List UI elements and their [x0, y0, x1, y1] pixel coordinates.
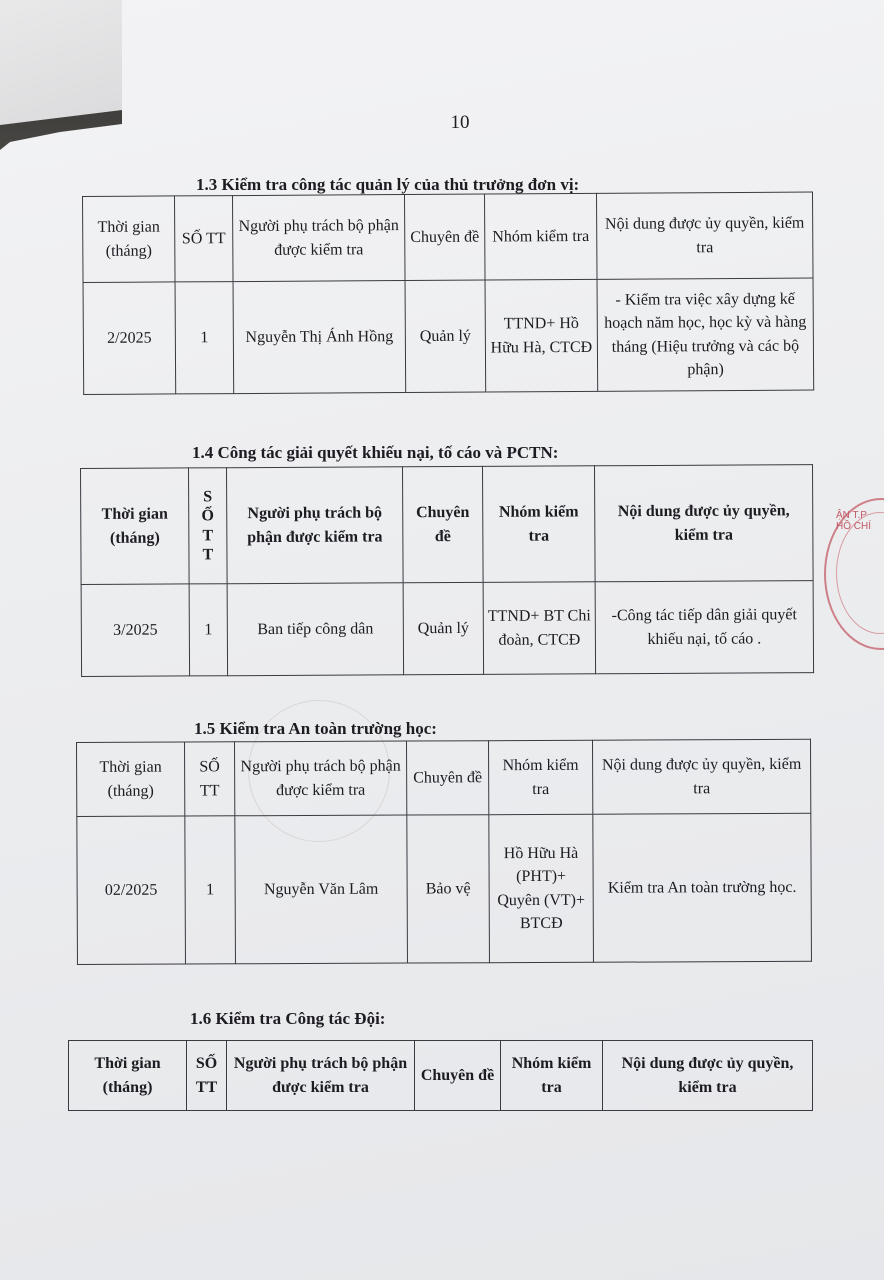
cell-person: Ban tiếp công dân: [227, 583, 403, 676]
header-time: Thời gian (tháng): [69, 1041, 187, 1111]
header-person: Người phụ trách bộ phận được kiểm tra: [227, 467, 404, 584]
section-title-1-3: 1.3 Kiểm tra công tác quản lý của thủ trưởng đơn vị:: [196, 175, 580, 194]
cell-time: 02/2025: [77, 816, 186, 964]
cell-time: 2/2025: [83, 282, 176, 395]
table-1-5: [76, 739, 812, 965]
cell-person: Nguyễn Văn Lâm: [235, 815, 408, 964]
cell-topic: Quản lý: [405, 280, 486, 392]
table-header-row: [83, 192, 814, 282]
header-topic: Chuyên đề: [415, 1041, 501, 1111]
page-number: 10: [450, 112, 470, 133]
cell-person: Nguyễn Thị Ánh Hồng: [233, 281, 406, 394]
header-number: [189, 468, 228, 584]
cell-number: 1: [189, 584, 227, 676]
cell-time: 3/2025: [81, 584, 189, 677]
cell-topic: Bảo vệ: [407, 815, 490, 963]
header-number: SỐ TT: [185, 742, 235, 816]
header-content: Nội dung được ủy quyền, kiểm tra: [596, 192, 813, 279]
cell-content: Kiểm tra An toàn trường học.: [593, 813, 812, 962]
table-1-6: [68, 1040, 813, 1111]
cell-content: - Kiểm tra việc xây dựng kế hoạch năm học, học kỳ và hàng tháng (Hiệu trưởng và các bộ phận): [597, 278, 814, 391]
cell-group: Hồ Hữu Hà (PHT)+ Quyên (VT)+ BTCĐ: [489, 814, 594, 962]
header-group: Nhóm kiểm tra: [501, 1041, 603, 1111]
header-letter: Ố: [201, 507, 215, 525]
header-time: Thời gian (tháng): [83, 196, 176, 283]
section-title-1-4: 1.4 Công tác giải quyết khiếu nại, tố cáo và PCTN:: [192, 443, 559, 462]
header-person: Người phụ trách bộ phận được kiểm tra: [233, 195, 406, 282]
table-row: [77, 813, 812, 964]
header-group: Nhóm kiểm tra: [482, 466, 595, 583]
header-number: SỐ TT: [187, 1041, 227, 1111]
header-topic: Chuyên đề: [404, 194, 485, 280]
table-row: [81, 581, 813, 677]
header-topic: Chuyên đề: [406, 741, 488, 815]
table-row: [83, 278, 814, 394]
header-letter: T: [202, 526, 214, 544]
header-person: Người phụ trách bộ phận được kiểm tra: [227, 1041, 415, 1111]
section-title-1-5: 1.5 Kiểm tra An toàn trường học:: [194, 719, 437, 738]
header-time: Thời gian (tháng): [81, 468, 190, 585]
cell-number: 1: [185, 816, 236, 964]
header-letter: S: [203, 488, 213, 506]
header-group: Nhóm kiểm tra: [488, 740, 592, 814]
header-time: Thời gian (tháng): [77, 742, 185, 816]
section-title-1-6: 1.6 Kiểm tra Công tác Đội:: [190, 1009, 386, 1028]
table-header-row: [69, 1041, 813, 1111]
cell-group: TTND+ Hồ Hữu Hà, CTCĐ: [485, 279, 598, 392]
header-topic: Chuyên đề: [402, 466, 483, 582]
cell-content: -Công tác tiếp dân giải quyết khiếu nại, tố cáo .: [595, 581, 813, 674]
cell-number: 1: [175, 282, 234, 394]
header-letter: T: [202, 545, 214, 564]
header-content: Nội dung được ủy quyền, kiểm tra: [603, 1041, 813, 1111]
header-person: Người phụ trách bộ phận được kiểm tra: [235, 741, 407, 816]
table-1-3: [82, 192, 814, 395]
red-seal-text: ẬN T.P HỒ CHÍ: [836, 510, 871, 532]
header-content: Nội dung được ủy quyền, kiểm tra: [592, 739, 810, 814]
table-1-4: [80, 464, 814, 677]
header-group: Nhóm kiểm tra: [484, 193, 597, 280]
cell-group: TTND+ BT Chi đoàn, CTCĐ: [483, 582, 595, 675]
header-number: SỐ TT: [175, 196, 234, 282]
header-content: Nội dung được ủy quyền, kiểm tra: [594, 465, 813, 582]
cell-topic: Quản lý: [403, 582, 483, 674]
table-header-row: [77, 739, 811, 816]
table-header-row: [81, 465, 814, 585]
